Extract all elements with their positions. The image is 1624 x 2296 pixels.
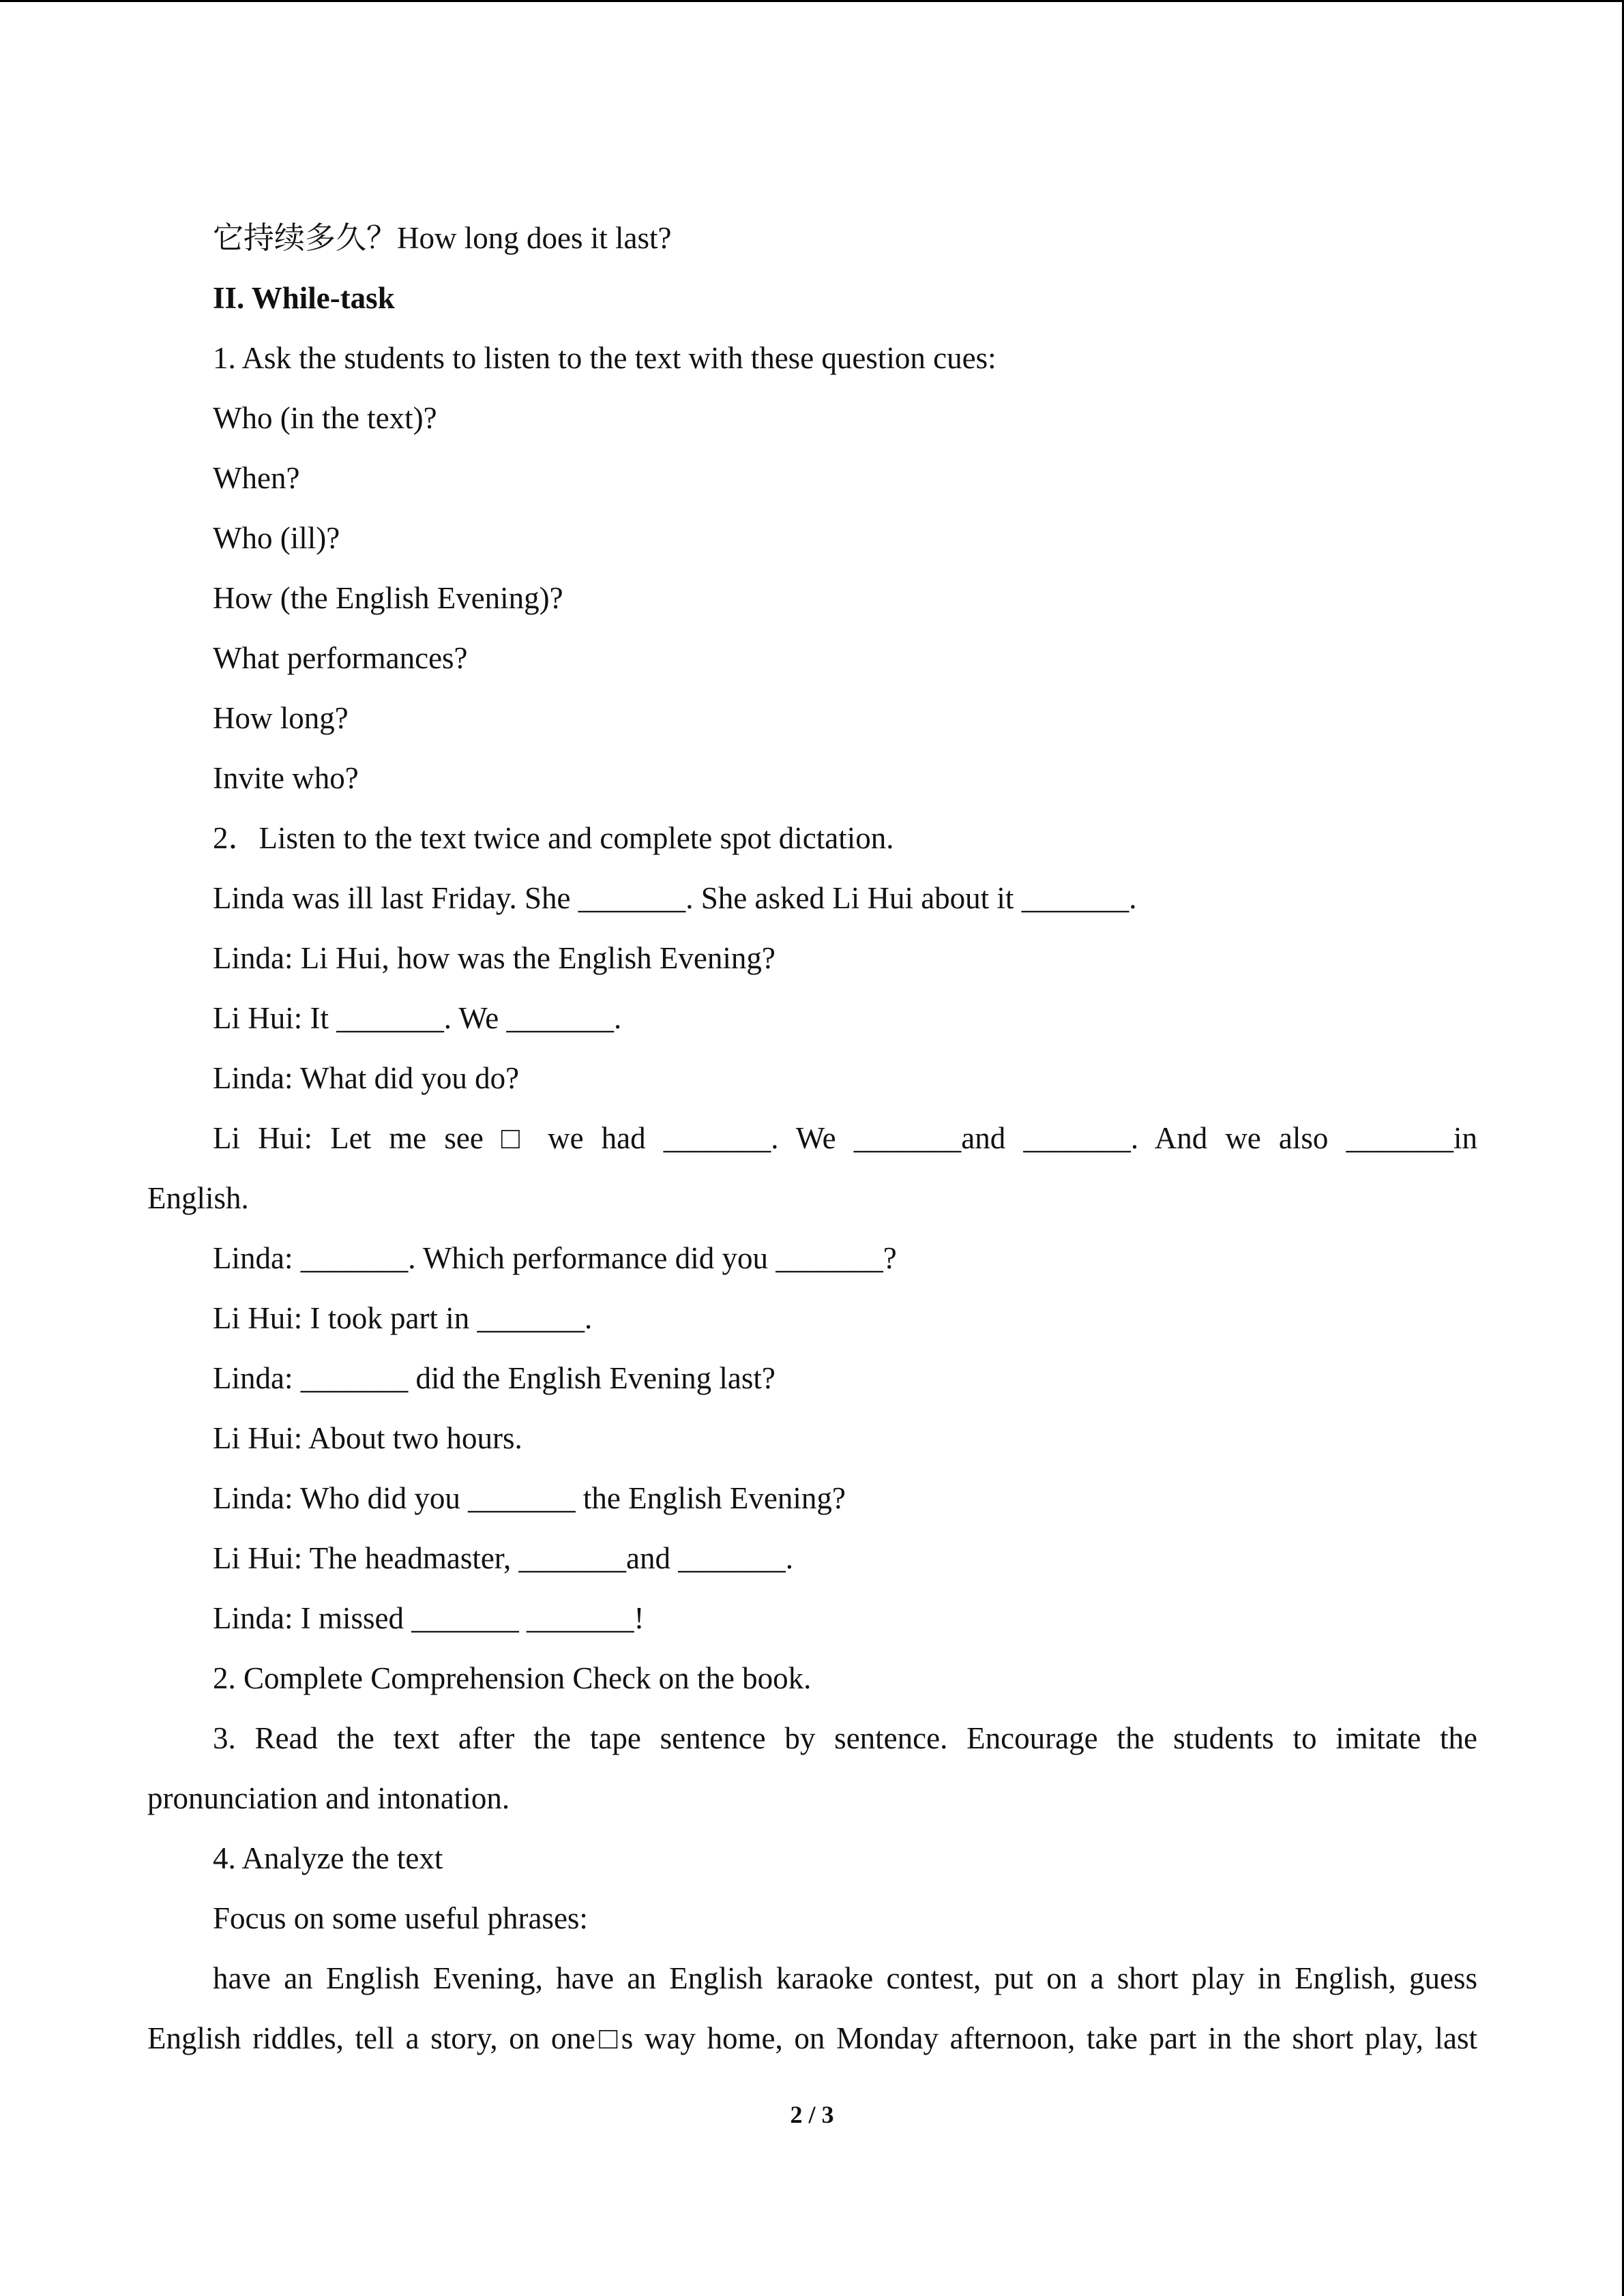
dictation-line-5-cont: English. xyxy=(147,1181,249,1215)
cue-what-performances: What performances? xyxy=(213,641,468,675)
dictation-line-5-row xyxy=(147,1108,1477,1168)
dictation-line-5: Li Hui: Let me see □ we had _______. We _______and _______. And we also _______in xyxy=(213,1121,1477,1155)
step-3-read: 3. Read the text after the tape sentence by sentence. Encourage the students to imitate the xyxy=(213,1721,1477,1755)
page-number: 2 / 3 xyxy=(790,2101,834,2128)
cue-invite-who: Invite who? xyxy=(213,761,359,795)
document-body xyxy=(147,208,1477,2068)
dictation-line-11: Li Hui: The headmaster, _______and _______. xyxy=(213,1541,793,1575)
cue-how: How (the English Evening)? xyxy=(213,581,563,615)
step-1-listen-cues: 1. Ask the students to listen to the text with these question cues: xyxy=(213,341,996,375)
step-3-read-cont: pronunciation and intonation. xyxy=(147,1781,510,1815)
dictation-line-8: Linda: _______ did the English Evening last? xyxy=(213,1361,776,1395)
question-how-long-last: 它持续多久？How long does it last? xyxy=(213,221,672,255)
cue-who: Who (in the text)? xyxy=(213,401,437,435)
step-4-analyze: 4. Analyze the text xyxy=(213,1841,443,1875)
phrases-line-2: English riddles, tell a story, on one□s way home, on Monday afternoon, take part in the short play, last xyxy=(147,2021,1477,2055)
useful-phrases-heading: Focus on some useful phrases: xyxy=(213,1901,588,1935)
dictation-line-2: Linda: Li Hui, how was the English Evening? xyxy=(213,941,776,975)
cue-when: When? xyxy=(213,461,300,495)
phrases-line-1-row xyxy=(147,1948,1477,2008)
dictation-line-9: Li Hui: About two hours. xyxy=(213,1421,522,1455)
step-3-read-row xyxy=(147,1708,1477,1768)
phrases-line-1: have an English Evening, have an English karaoke contest, put on a short play in English, guess xyxy=(213,1961,1477,1995)
step-2-spot-dictation: 2．Listen to the text twice and complete spot dictation. xyxy=(213,821,894,855)
dictation-line-6: Linda: _______. Which performance did you _______? xyxy=(213,1241,897,1275)
step-comprehension-check: 2. Complete Comprehension Check on the book. xyxy=(213,1661,812,1695)
dictation-line-3: Li Hui: It _______. We _______. xyxy=(213,1001,622,1035)
cue-who-ill: Who (ill)? xyxy=(213,521,340,555)
dictation-line-10: Linda: Who did you _______ the English Evening? xyxy=(213,1481,846,1515)
cue-how-long: How long? xyxy=(213,701,349,735)
page-border-top xyxy=(0,0,1624,2)
phrases-line-2-row xyxy=(147,2008,1477,2068)
section-heading-while-task: II. While-task xyxy=(213,281,395,315)
dictation-line-7: Li Hui: I took part in _______. xyxy=(213,1301,593,1335)
dictation-line-1: Linda was ill last Friday. She _______. She asked Li Hui about it _______. xyxy=(213,881,1137,915)
dictation-line-4: Linda: What did you do? xyxy=(213,1061,520,1095)
dictation-line-12: Linda: I missed _______ _______! xyxy=(213,1601,645,1635)
